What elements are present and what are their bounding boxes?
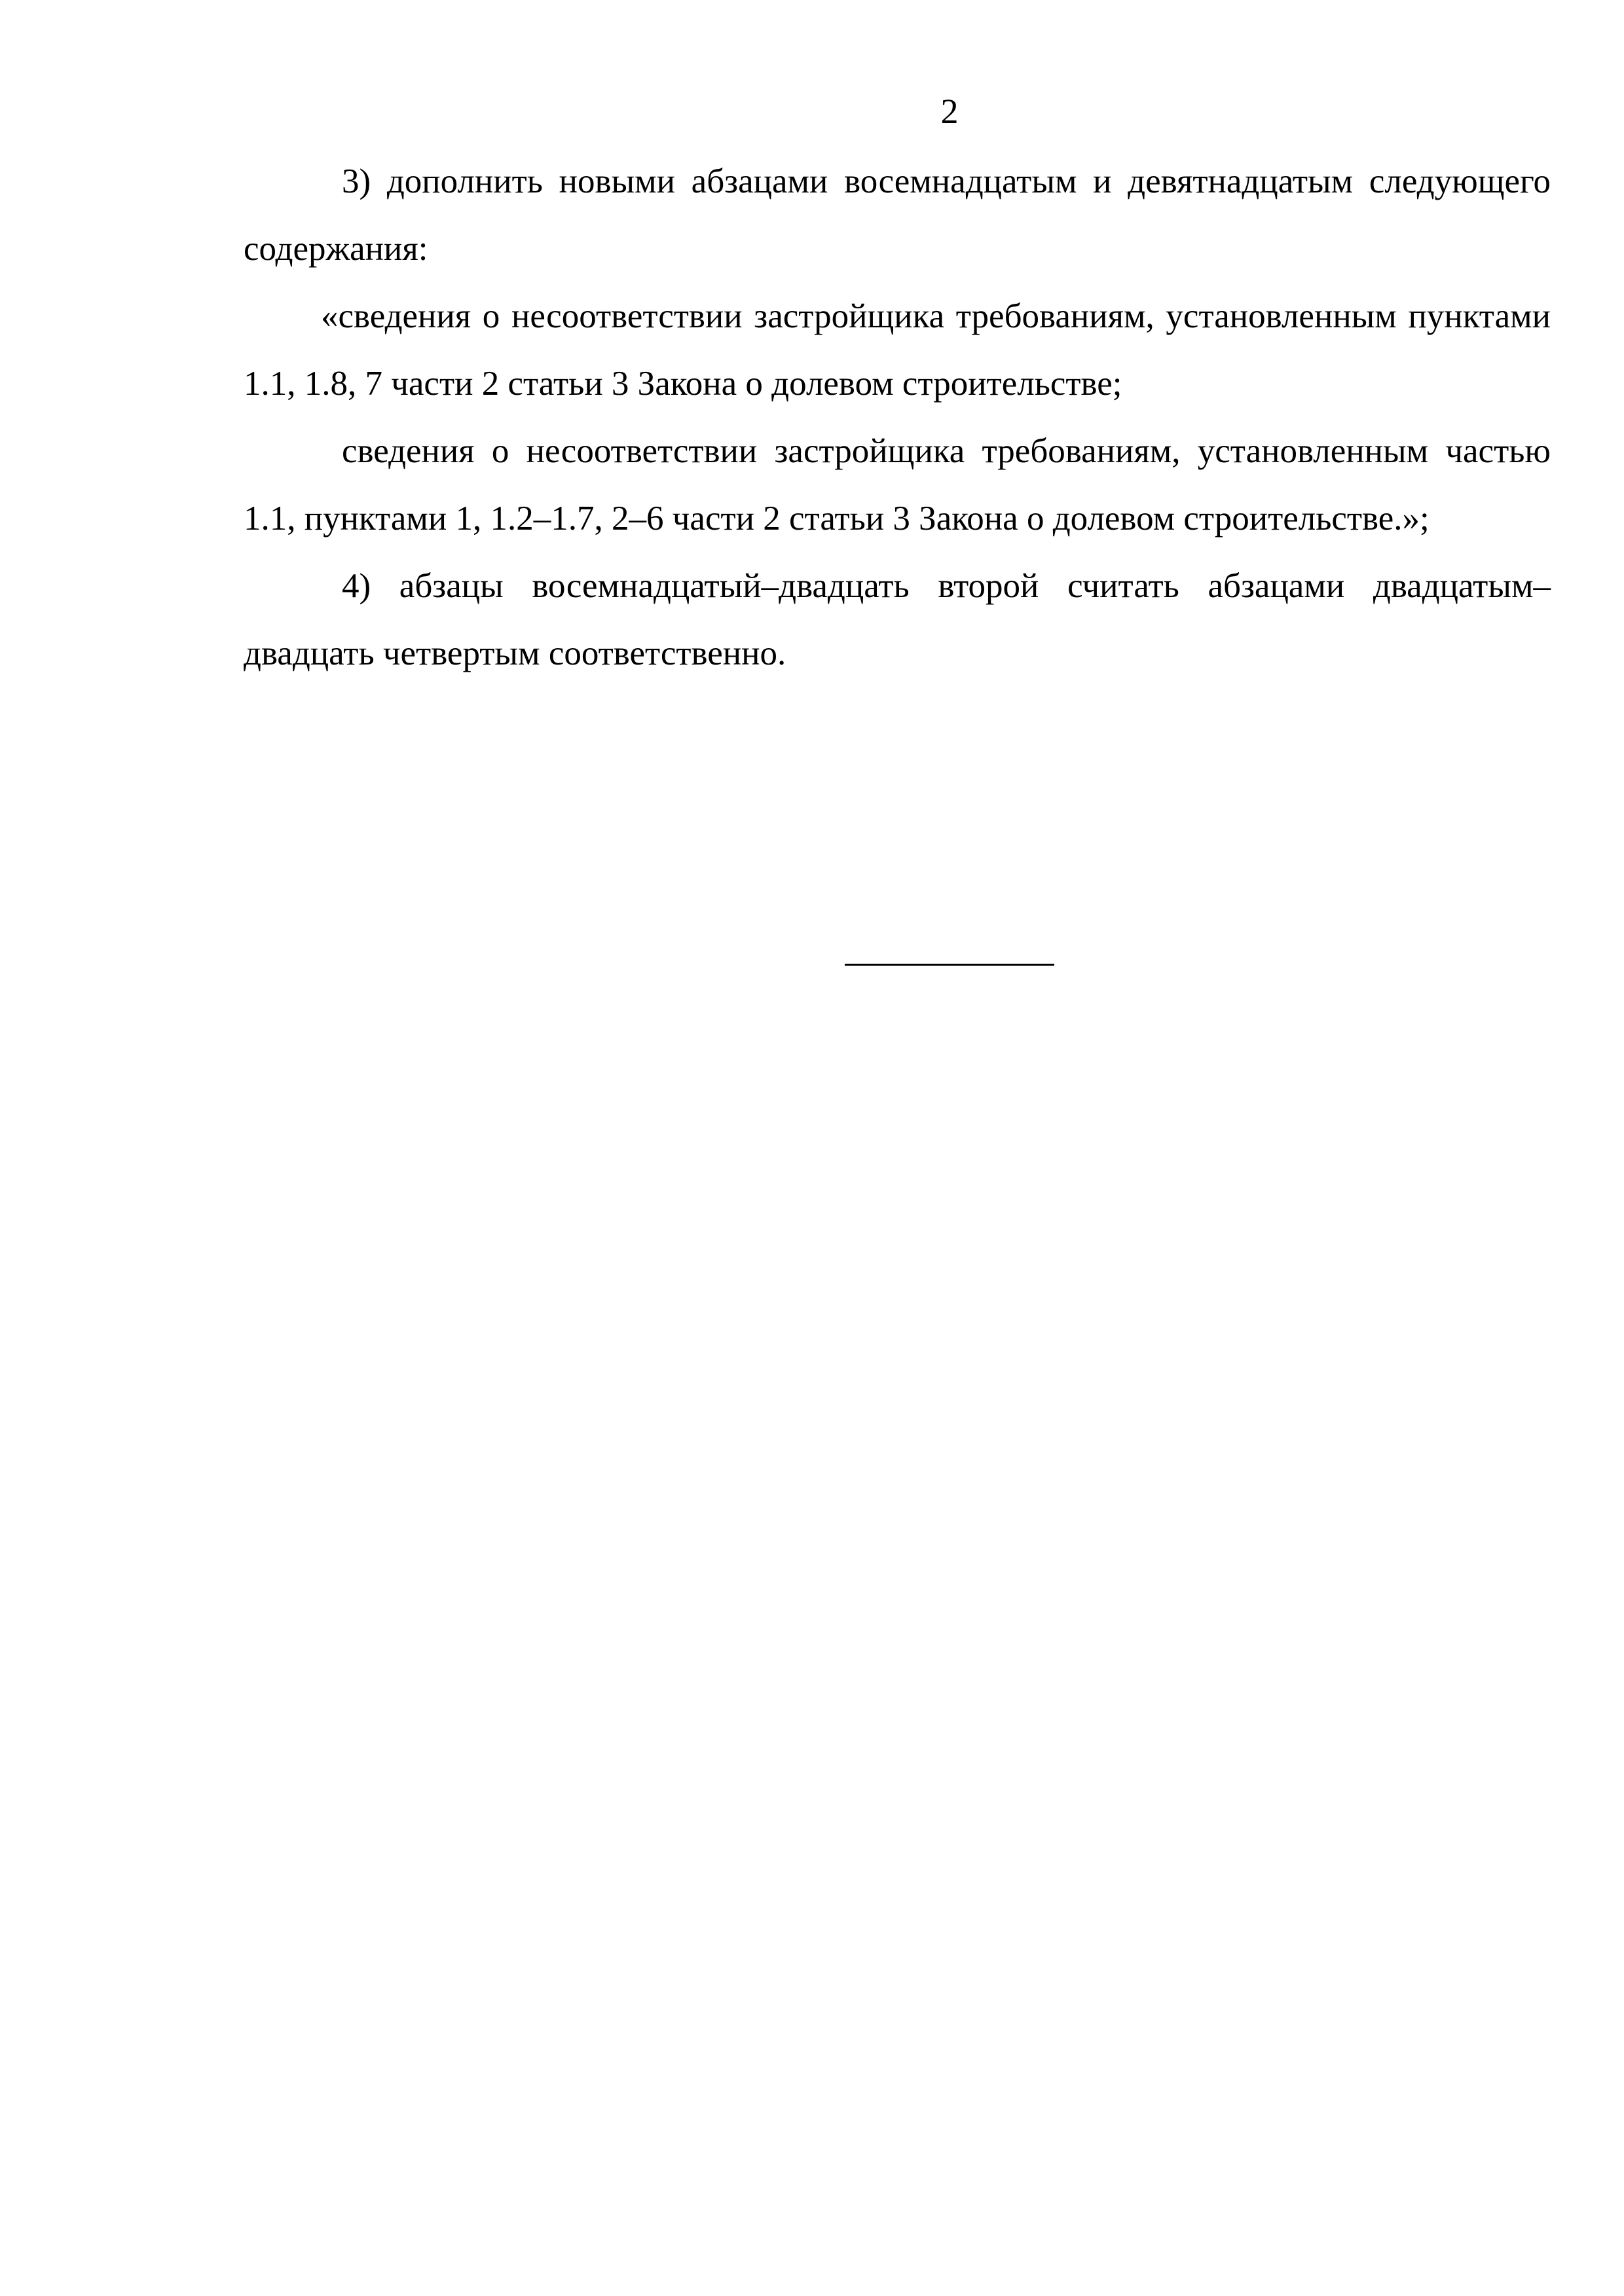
paragraph-item-3: 3) дополнить новыми абзацами восемнадцатым и девятнадцатым следующего содержания: <box>244 162 1551 268</box>
document-body <box>244 148 1551 687</box>
page-number: 2 <box>940 92 959 131</box>
paragraph-quote-first: «сведения о несоответствии застройщика требованиям, установленным пунктами 1.1, 1.8, 7 части 2 статьи 3 Закона о долевом строительстве; <box>244 297 1551 403</box>
paragraph-quote-second: сведения о несоответствии застройщика требованиям, установленным частью 1.1, пунктами 1, 1.2–1.7, 2–6 части 2 статьи 3 Закона о долевом строительстве.»; <box>244 432 1551 538</box>
end-separator-line <box>845 964 1054 966</box>
paragraph-item-4: 4) абзацы восемнадцатый–двадцать второй считать абзацами двадцатым–двадцать четвертым соответственно. <box>244 567 1551 672</box>
